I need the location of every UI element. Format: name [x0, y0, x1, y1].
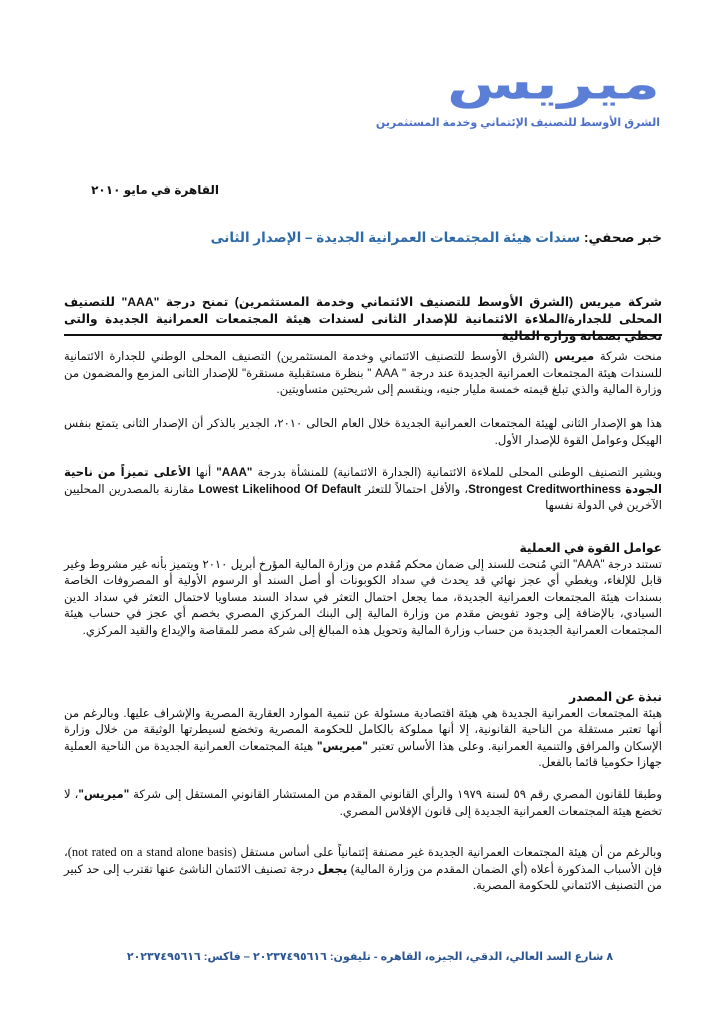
p7-text-b: ، فإن الأسباب المذكورة أعلاه (أي الضمان المقدم من وزارة المالية)	[64, 846, 662, 876]
p3-text-a: ويشير التصنيف الوطنى المحلى للملاءة الائتمانية (الجدارة الائتمانية) للمنشأة بدرجة	[252, 466, 662, 479]
section-strength-factors	[64, 540, 662, 639]
headline-title: سندات هيئة المجتمعات العمرانية الجديدة – الإصدار الثانى	[210, 230, 581, 245]
headline	[211, 230, 662, 246]
p7-bold-verb: يجعل	[317, 862, 348, 876]
p5-company-name: "ميريس"	[317, 739, 368, 753]
paragraph-second-issue	[64, 416, 662, 449]
p3-text-d: مقارنة بالمصدرين المحليين الآخرين في الدولة نفسها	[64, 482, 662, 512]
footer-phone: ٢٠٢٣٧٤٩٥٦١٦	[252, 951, 327, 963]
section-issuer-profile	[64, 689, 662, 772]
meris-logo-tagline: الشرق الأوسط للتصنيف الإئتماني وخدمة المستثمرين	[375, 117, 660, 129]
p7-standalone-basis: (not rated on a stand alone basis)	[67, 845, 237, 859]
p1-company-name: ميريس	[554, 350, 595, 363]
footer-fax: ٢٠٢٣٧٤٩٥٦١٦	[126, 951, 201, 963]
headline-prefix: خبر صحفي:	[583, 230, 662, 245]
p3-lowest-default: Lowest Likelihood Of Default	[198, 482, 361, 496]
meris-letterhead-logo	[375, 57, 660, 142]
p3-text-c: ، والأقل احتمالاً للتعثر	[360, 482, 469, 496]
summary-rating: "AAA"	[121, 295, 160, 309]
summary-text-2: للتصنيف المحلى للجدارة/الملاءة الائتمانية للإصدار الثانى لسندات هيئة المجتمعات العمرانية الجديدة والتى تحظي بضمانة وزارة المالية	[64, 295, 662, 343]
footer-contact	[100, 950, 640, 963]
meris-logo-wordmark: ميريس	[446, 57, 660, 109]
summary-lead	[64, 294, 662, 345]
footer-address: ٨ شارع السد العالي، الدقي، الجيزه، القاهره -	[370, 951, 614, 963]
summary-text-1: شركة ميريس (الشرق الأوسط للتصنيف الائتماني وخدمة المستثمرين) تمنح درجة	[159, 295, 662, 309]
paragraph-rating-granted	[64, 349, 662, 399]
summary-divider	[64, 334, 662, 336]
p3-text-b: أنها	[190, 466, 217, 479]
p3-strongest-creditworthiness: Strongest Creditworthiness	[468, 482, 622, 496]
p7-text-c: درجة تصنيف الائتمان الناشئ عنها تقترب إلى حد كبير من التصنيف الائتماني للحكومة المصرية.	[64, 862, 662, 892]
paragraph-standalone-rating	[64, 844, 662, 895]
paragraph-bankruptcy-law	[64, 787, 662, 820]
p3-rating: "AAA"	[216, 466, 253, 479]
section-title-strength-factors: عوامل القوة في العملية	[519, 541, 662, 555]
p1-text-a: منحت شركة	[594, 350, 662, 363]
p1-text-b: (الشرق الأوسط للتصنيف الائتماني وخدمة المستثمرين) التصنيف المحلى الوطني للجدارة الائتمانية للسندات هيئة المجتمعات العمرانية الجديدة عند درجة " AAA " بنظرة مستقبلية مستقرة" للإصدار الثانى المزمع والمضمون من وزارة المالية والذي تبلغ قيمته خمسة مليار جنيه، وينقسم إلى شريحتين متساويتين.	[64, 350, 662, 396]
p6-text-a: وطبقا للقانون المصري رقم ٥٩ لسنة ١٩٧٩ والرأي القانوني المقدم من المستشار القانوني المستقل إلى شركة	[129, 788, 662, 801]
p6-company-name: "ميريس"	[78, 788, 130, 801]
footer-fax-label: – فاكس:	[203, 951, 253, 963]
p5-text-b: هيئة المجتمعات العمرانية الجديدة من الناحية العملية جهازا حكوميا قائما بالفعل.	[64, 739, 662, 769]
strength-factors-text: تستند درجة "AAA" التي مُنحت للسند إلى ضمان محكم مُقدم من وزارة المالية المؤرخ أبريل ٢٠١٠ ويتميز بأنه غير مشروط وغير قابل للإلغاء، ويغطي أي عجز نهائي قد يحدث في سداد الكوبونات أو أصل السند أو الرسوم الأولية أو المصروفات الخاصة بسندات هيئة المجتمعات العمرانية الجديدة، مما يجعل احتمال التعثر في سداد السند مساويا لاحتمال التعثر في سداد الدين السيادي، بالإضافة إلى وجود تفويض مقدم من وزارة المالية إلى البنك المركزي المصري بخصم أي عجز في حساب هيئة المجتمعات العمرانية الجديدة من حساب وزارة المالية وتحويل هذه المبالغ إلى شركة مصر للمقاصة والإيداع والقيد المركزي.	[64, 557, 663, 637]
section-title-issuer-profile: نبذة عن المصدر	[569, 690, 662, 704]
p3-highest-quality: الأعلى تميزاً من ناحية الجودة	[64, 466, 662, 496]
p6-text-b: ، لا تخضع هيئة المجتمعات العمرانية الجديدة إلى قانون الإفلاس المصري.	[64, 788, 662, 818]
p2-text: هذا هو الإصدار الثانى لهيئة المجتمعات العمرانية الجديدة خلال العام الحالى ٢٠١٠، الجدير بالذكر أن الإصدار الثانى يتمتع بنفس الهيكل وعوامل القوة للإصدار الأول.	[64, 417, 662, 447]
dateline: القاهرة في مايو ٢٠١٠	[91, 183, 219, 197]
p7-text-a: وبالرغم من أن هيئة المجتمعات العمرانية الجديدة غير مصنفة إئتمانياً على أساس مستقل	[236, 846, 662, 859]
footer-phone-label: تليفون:	[329, 951, 371, 963]
paragraph-rating-meaning	[64, 465, 662, 515]
p5-text-a: هيئة المجتمعات العمرانية الجديدة هي هيئة اقتصادية مسئولة عن تنمية الموارد العقارية المصرية والإشراف عليها. وبالرغم من أنها تعتبر مستقلة من الناحية القانونية، إلا أنها مملوكة بالكامل للحكومة المصرية وتخضع لسيطرتها الوثيقة من خلال وزارة الإسكان والمرافق والتنمية العمرانية. وعلى هذا الأساس تعتبر	[64, 706, 662, 753]
